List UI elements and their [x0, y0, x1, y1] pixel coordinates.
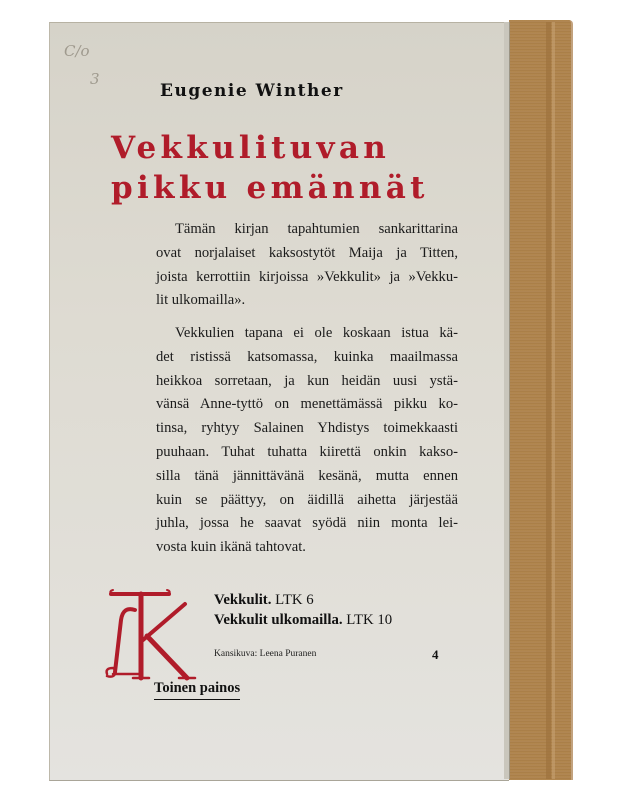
page-number: 4: [432, 647, 439, 662]
related-book-2: [214, 612, 392, 629]
cover-edge: [504, 22, 510, 779]
related-book-series: LTK 10: [346, 612, 393, 628]
blurb-line: joista kerrottiin kirjoissa »Vekkulit» ja »Vekku-: [156, 268, 458, 285]
spine-highlight: [552, 22, 555, 779]
blurb-line: lit ulkomailla».: [156, 292, 246, 309]
cloth-spine: [509, 20, 573, 780]
blurb-line: silla tänä jännittävänä kesänä, mutta ennen: [156, 467, 458, 484]
edition-label: Toinen painos: [154, 680, 240, 700]
blurb-line: juhla, jossa he saavat syödä niin monta lei-: [156, 515, 458, 532]
blurb-paragraph-2: [156, 322, 458, 560]
book-title-line-2: pikku emännät: [111, 170, 429, 206]
blurb-line: tinsa, ryhtyy Salainen Yhdistys toimekkaasti: [156, 420, 458, 437]
ltk-logo-icon: [103, 588, 213, 688]
blurb-paragraph-1: [156, 218, 458, 313]
blurb-line: det ristissä katsomassa, kuinka maailmassa: [156, 348, 458, 365]
related-book-title: Vekkulit ulkomailla.: [214, 612, 343, 628]
blurb-line: puuhaan. Tuhat tuhatta kiirettä onkin kakso-: [156, 443, 458, 460]
cover-illustration-credit: Kansikuva: Leena Puranen: [214, 649, 317, 659]
blurb-line: kuin se päättyy, on äidillä aihetta järjestää: [156, 491, 458, 508]
book-title-line-1: Vekkulituvan: [111, 130, 391, 166]
related-book-1: [214, 592, 314, 609]
blurb-line: vänsä Anne-tyttö on menettämässä pikku ko-: [156, 396, 458, 413]
pencil-mark: C/o: [64, 42, 90, 60]
blurb-line: ovat norjalaiset kaksostytöt Maija ja Titten,: [156, 244, 458, 261]
author-name: Eugenie Winther: [160, 81, 344, 101]
blurb-line: vosta kuin ikänä tahtovat.: [156, 539, 306, 556]
blurb-line: Tämän kirjan tapahtumien sankarittarina: [175, 221, 458, 237]
related-book-series: LTK 6: [275, 592, 314, 608]
blurb-line: Vekkulien tapana ei ole koskaan istua kä-: [175, 325, 458, 341]
related-book-title: Vekkulit.: [214, 592, 272, 608]
spine-groove: [546, 22, 551, 779]
blurb-line: heikkoa sorretaan, ja kun heidän uusi ystä-: [156, 372, 458, 389]
pencil-mark: 3: [90, 70, 100, 88]
